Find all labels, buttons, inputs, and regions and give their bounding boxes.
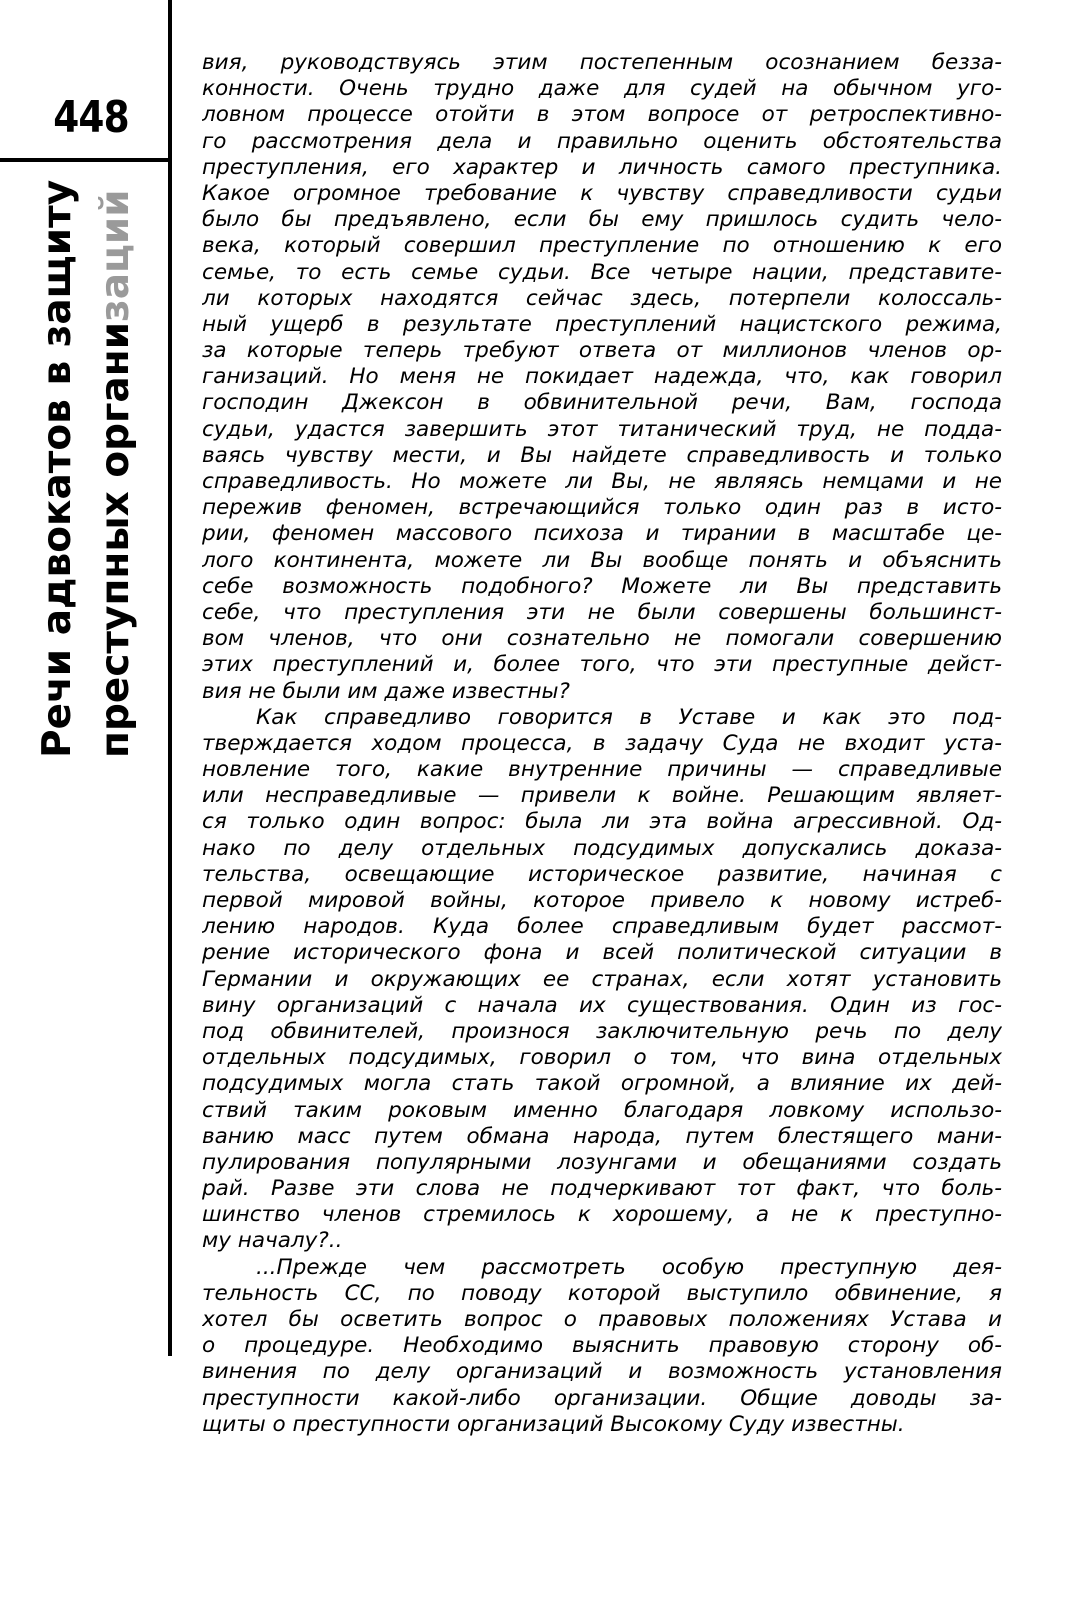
- paragraph: [202, 705, 1002, 1255]
- paragraph: [202, 1255, 1002, 1438]
- text-line: ный ущерб в результате преступлений нацистского режима,: [202, 311, 1002, 337]
- text-line: было бы предъявлено, если бы ему пришлось судить чело-: [202, 207, 1002, 233]
- text-line: справедливость. Но можете ли Вы, не являясь немцами и не: [202, 469, 1002, 494]
- running-title-line1: Речи адвокатов в защиту: [35, 179, 80, 758]
- text-line: о процедуре. Необходимо выяснить правовую сторону об-: [202, 1333, 1002, 1359]
- paragraph: [202, 50, 1002, 705]
- text-line: лого континента, можете ли Вы вообще понять и объяснить: [202, 547, 1002, 573]
- text-line: ствий таким роковым именно благодаря ловкому использо-: [202, 1097, 1002, 1123]
- text-line: вия не были им даже известны?: [202, 678, 570, 704]
- text-line: винения по делу организаций и возможность установления: [202, 1359, 1002, 1385]
- text-line: хотел бы осветить вопрос о правовых положениях Устава и: [202, 1307, 1002, 1332]
- text-line: вия, руководствуясь этим постепенным осознанием безза-: [202, 50, 1002, 75]
- text-line: вину организаций с начала их существования. Один из гос-: [202, 992, 1002, 1018]
- text-line: ли которых находятся сейчас здесь, потерпели колоссаль-: [202, 285, 1002, 311]
- text-line: щиты о преступности организаций Высокому Суду известны.: [202, 1411, 905, 1437]
- page-number: 448: [53, 92, 129, 143]
- margin-vertical-rule: [168, 0, 172, 1356]
- text-line: отдельных подсудимых, говорил о том, что вина отдельных: [202, 1045, 1002, 1071]
- text-line: господин Джексон в обвинительной речи, Вам, господа: [202, 390, 1002, 416]
- text-line: ванию масс путем обмана народа, путем блестящего мани-: [202, 1123, 1002, 1149]
- text-line: рии, феномен массового психоза и тирании в масштабе це-: [202, 521, 1002, 547]
- running-title-line2-main: преступных органи: [93, 321, 138, 758]
- text-line: новление того, какие внутренние причины — справедливые: [202, 757, 1002, 783]
- text-line: себе возможность подобного? Можете ли Вы представить: [202, 573, 1002, 599]
- text-line: лению народов. Куда более справедливым будет рассмот-: [202, 914, 1002, 940]
- text-line: тельства, освещающие историческое развитие, начиная с: [202, 861, 1002, 887]
- text-line: ганизаций. Но меня не покидает надежда, что, как говорил: [202, 364, 1002, 390]
- text-line: вом членов, что они сознательно не помогали совершению: [202, 626, 1002, 652]
- text-line: шинство членов стремилось к хорошему, а не к преступно-: [202, 1202, 1002, 1228]
- text-line: го рассмотрения дела и правильно оценить обстоятельства: [202, 128, 1002, 154]
- body-text: [202, 50, 1002, 1438]
- text-line: под обвинителей, произнося заключительную речь по делу: [202, 1018, 1002, 1044]
- text-line: тельность СС, по поводу которой выступило обвинение, я: [202, 1280, 1002, 1306]
- text-line: преступления, его характер и личность самого преступника.: [202, 154, 1002, 180]
- text-line: Германии и окружающих ее странах, если хотят установить: [202, 966, 1002, 992]
- text-line: пережив феномен, встречающийся только один раз в исто-: [202, 495, 1002, 521]
- text-line: ловном процессе отойти в этом вопросе от ретроспективно-: [202, 102, 1002, 128]
- text-line: за которые теперь требуют ответа от миллионов членов ор-: [202, 338, 1002, 364]
- text-line: этих преступлений и, более того, что эти преступные дейст-: [202, 652, 1002, 678]
- text-line: рение исторического фона и всей политической ситуации в: [202, 940, 1002, 966]
- text-line: семье, то есть семье судьи. Все четыре нации, представите-: [202, 259, 1002, 285]
- page-number-rule: [0, 158, 168, 162]
- text-line: рай. Разве эти слова не подчеркивают тот факт, что боль-: [202, 1176, 1002, 1202]
- text-line: преступности какой-либо организации. Общие доводы за-: [202, 1385, 1002, 1411]
- text-line: судьи, удастся завершить этот титанический труд, не подда-: [202, 416, 1002, 442]
- text-line: му началу?..: [202, 1228, 343, 1254]
- text-line: пулирования популярными лозунгами и обещаниями создать: [202, 1149, 1002, 1175]
- text-line: конности. Очень трудно даже для судей на обычном уго-: [202, 76, 1002, 102]
- text-line: нако по делу отдельных подсудимых допускались доказа-: [202, 835, 1002, 861]
- text-line: подсудимых могла стать такой огромной, а влияние их дей-: [202, 1071, 1002, 1097]
- text-line: века, который совершил преступление по отношению к его: [202, 233, 1002, 259]
- text-line: Какое огромное требование к чувству справедливости судьи: [202, 180, 1002, 206]
- running-title-line2-faint: заций: [93, 189, 138, 322]
- text-line: себе, что преступления эти не были совершены большинст-: [202, 599, 1002, 625]
- text-line: первой мировой войны, которое привело к новому истреб-: [202, 888, 1002, 913]
- text-line: или несправедливые — привели к войне. Решающим являет-: [202, 783, 1002, 809]
- text-line: тверждается ходом процесса, в задачу Суда не входит уста-: [202, 730, 1002, 756]
- text-line: ся только один вопрос: была ли эта война агрессивной. Од-: [202, 809, 1002, 835]
- text-line: ...Прежде чем рассмотреть особую преступную дея-: [256, 1254, 1002, 1280]
- running-title-line2: [93, 189, 138, 758]
- text-line: Как справедливо говорится в Уставе и как это под-: [256, 704, 1002, 730]
- text-line: ваясь чувству мести, и Вы найдете справедливость и только: [202, 442, 1002, 468]
